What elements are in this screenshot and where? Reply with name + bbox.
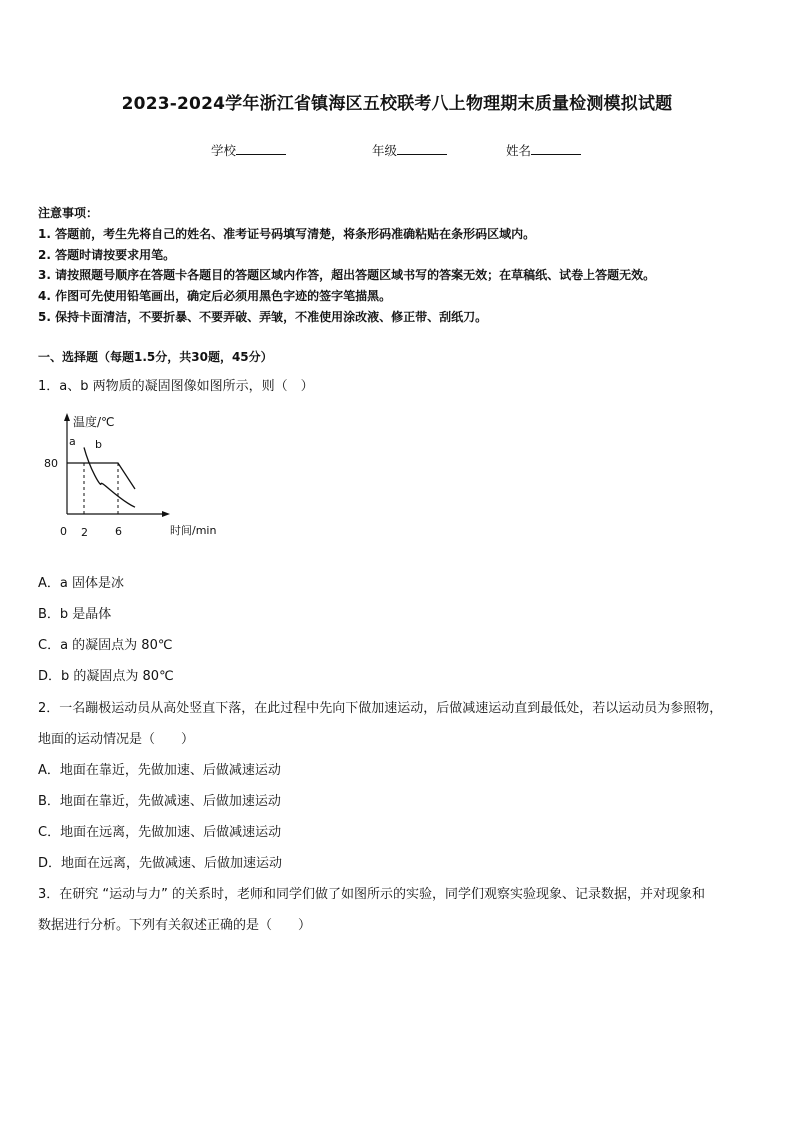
question-3-stem-line1: 3．在研究 “运动与力” 的关系时，老师和同学们做了如图所示的实验，同学们观察实验现象、记录数据，并对现象和 [38, 887, 706, 902]
note-item: 3. 请按照题号顺序在答题卡各题目的答题区域内作答，超出答题区域书写的答案无效；在草稿纸、试卷上答题无效。 [38, 268, 656, 283]
series-b-label: b [95, 438, 102, 451]
note-item: 5. 保持卡面清洁，不要折暴、不要弄破、弄皱，不准使用涂改液、修正带、刮纸刀。 [38, 309, 488, 324]
q1-option-b: B．b 是晶体 [38, 607, 112, 622]
y-tick-label: 80 [44, 457, 58, 470]
question-2-stem-line2: 地面的运动情况是（ ） [38, 732, 195, 747]
name-field [506, 141, 581, 159]
notes-block [38, 203, 655, 328]
question-3-stem-line2: 数据进行分析。下列有关叙述正确的是（ ） [38, 918, 312, 933]
x-tick-label: 6 [115, 525, 122, 538]
grade-label: 年级 [372, 143, 398, 158]
q2-option-b: B．地面在靠近，先做减速、后做加速运动 [38, 794, 281, 809]
x-tick-label: 2 [81, 526, 88, 539]
series-a-line [67, 463, 135, 489]
note-item: 1. 答题前，考生先将自己的姓名、准考证号码填写清楚，将条形码准确粘贴在条形码区域内。 [38, 226, 536, 241]
q1-chart [40, 410, 230, 545]
q1-option-d: D．b 的凝固点为 80℃ [38, 669, 174, 684]
name-blank [531, 142, 581, 155]
series-a-label: a [69, 435, 76, 448]
q1-option-c: C．a 的凝固点为 80℃ [38, 638, 173, 653]
question-1-stem: 1．a、b 两物质的凝固图像如图所示，则（ ） [38, 379, 314, 394]
note-item: 4. 作图可先使用铅笔画出，确定后必须用黑色字迹的签字笔描黑。 [38, 289, 392, 304]
q1-option-a: A．a 固体是冰 [38, 576, 124, 591]
name-label: 姓名 [506, 143, 532, 158]
school-blank [236, 142, 286, 155]
q2-option-c: C．地面在远离，先做加速、后做减速运动 [38, 825, 282, 840]
section-heading: 一、选择题（每题1.5分，共30题，45分） [38, 350, 273, 364]
q2-option-a: A．地面在靠近，先做加速、后做减速运动 [38, 763, 281, 778]
x-axis-label: 时间/min [170, 524, 217, 537]
school-field [211, 141, 286, 159]
y-axis-label: 温度/℃ [73, 415, 115, 429]
grade-field [372, 141, 447, 159]
question-2-stem-line1: 2．一名蹦极运动员从高处竖直下落，在此过程中先向下做加速运动，后做减速运动直到最低处，若以运动员为参照物， [38, 701, 723, 716]
school-label: 学校 [211, 143, 237, 158]
q2-option-d: D．地面在远离，先做减速、后做加速运动 [38, 856, 283, 871]
notes-heading: 注意事项： [38, 206, 99, 220]
y-axis-arrow-icon [64, 413, 70, 421]
grade-blank [397, 142, 447, 155]
note-item: 2. 答题时请按要求用笔。 [38, 247, 176, 262]
x-tick-label: 0 [60, 525, 67, 538]
x-axis-arrow-icon [162, 511, 170, 517]
page-title: 2023-2024学年浙江省镇海区五校联考八上物理期末质量检测模拟试题 [121, 94, 673, 114]
